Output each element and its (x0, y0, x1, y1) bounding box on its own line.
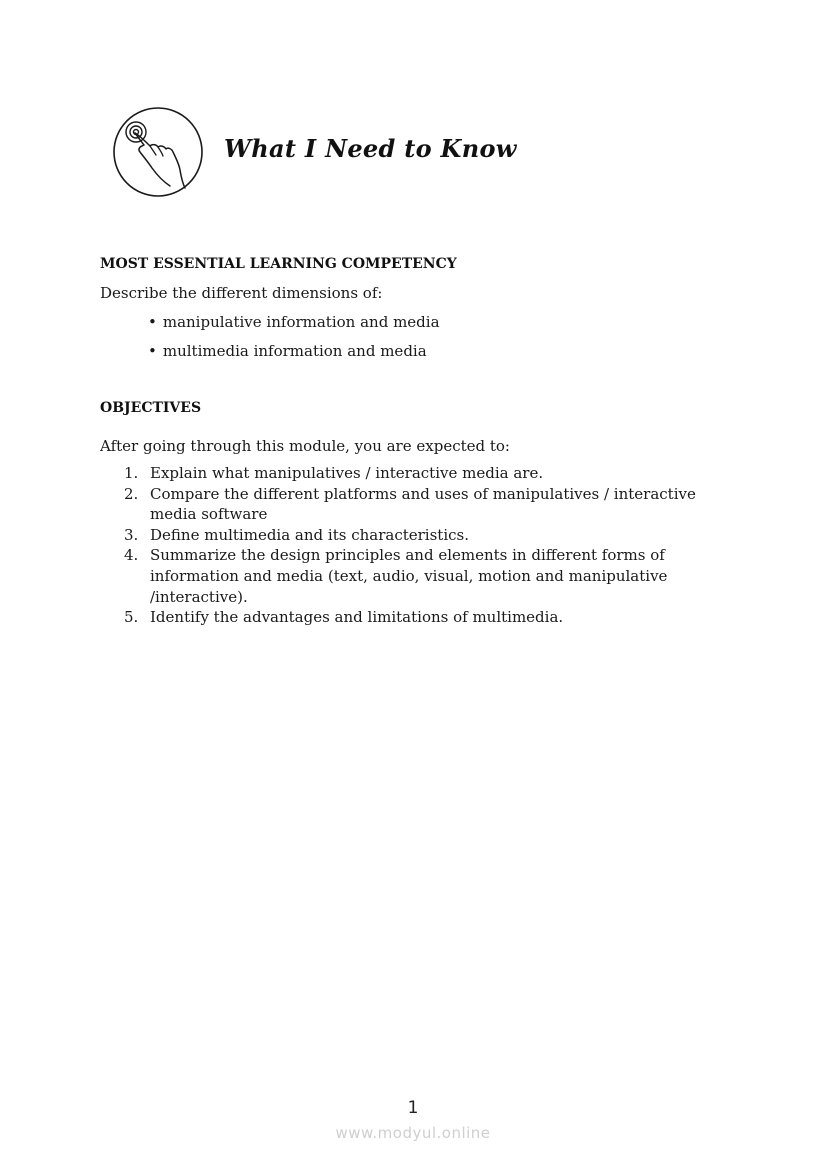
list-item (124, 463, 724, 484)
objectives-list (124, 463, 724, 628)
item-number: 3. (124, 525, 139, 544)
list-item: • multimedia information and media (148, 341, 427, 360)
item-text: Explain what manipulatives / interactive media are. (150, 464, 544, 482)
objectives-intro: After going through this module, you are expected to: (100, 437, 510, 455)
hand-touch-icon (112, 106, 204, 198)
page-number: 1 (407, 1098, 419, 1118)
competency-heading: MOST ESSENTIAL LEARNING COMPETENCY (100, 256, 457, 272)
bullet-icon: • (148, 341, 157, 360)
list-item (124, 545, 724, 607)
watermark: www.modyul.online (335, 1124, 491, 1142)
list-item: • manipulative information and media (148, 313, 440, 331)
item-text: Identify the advantages and limitations of multimedia. (150, 608, 564, 627)
item-text: Compare the different platforms and uses of manipulatives / interactive media software (150, 484, 696, 524)
list-item (124, 607, 724, 628)
objectives-heading: OBJECTIVES (100, 400, 202, 416)
item-number: 2. (124, 484, 139, 503)
section-title: What I Need to Know (224, 134, 517, 163)
item-text: Summarize the design principles and elements in different forms of information and media (text, audio, visual, motion and manipulative /interactive). (150, 546, 668, 606)
item-number: 1. (124, 464, 139, 482)
item-number: 5. (124, 608, 139, 627)
competency-list (148, 312, 440, 369)
item-number: 4. (124, 546, 139, 565)
competency-intro: Describe the different dimensions of: (100, 284, 383, 302)
bullet-icon: • (148, 313, 157, 331)
item-text: Define multimedia and its characteristics. (150, 525, 469, 544)
list-item (124, 525, 724, 546)
list-item (124, 484, 724, 525)
